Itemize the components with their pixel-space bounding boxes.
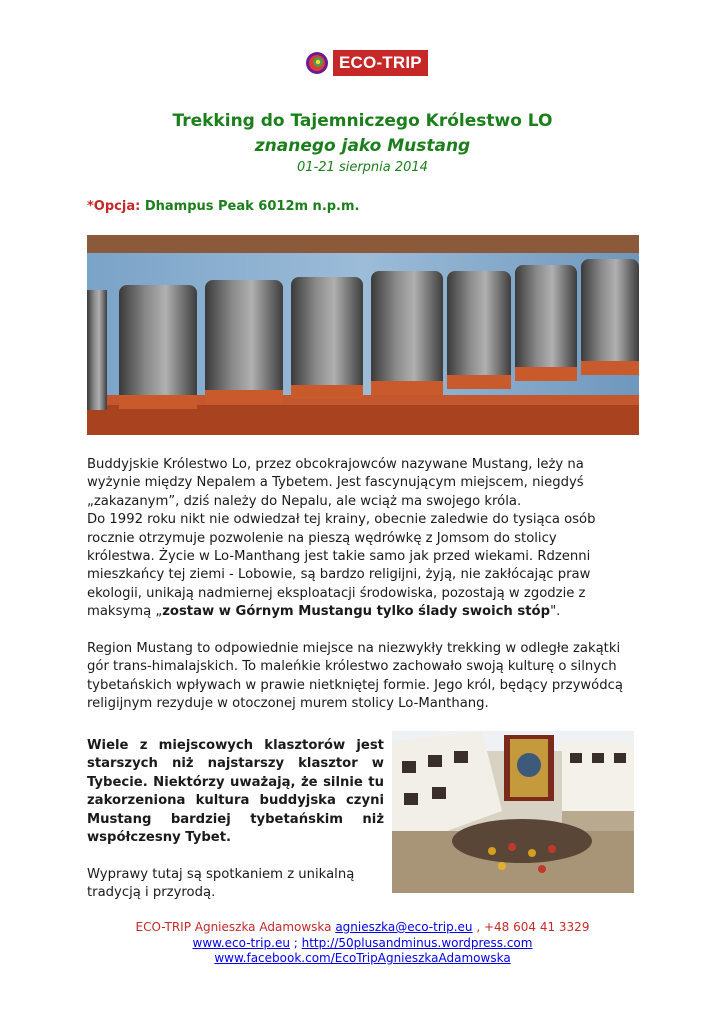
page-subtitle: znanego jako Mustang	[254, 136, 471, 156]
p1-line: mieszkańcy tej ziemi - Lobowie, są bardzo religijni, żyją, nie zakłócając praw	[87, 567, 591, 583]
eco-trip-logo	[305, 42, 435, 84]
prayer-wheels-photo	[87, 235, 639, 435]
p1-line: „zakazanym”, dziś należy do Nepalu, ale wciąż ma swojego króla.	[87, 493, 522, 509]
p1-last-prefix: maksymą „	[87, 604, 163, 620]
option-value: Dhampus Peak 6012m n.p.m.	[144, 199, 360, 214]
p2-line: religijnym rezyduje w otoczonej murem stolicy Lo-Manthang.	[87, 696, 489, 712]
page-title: Trekking do Tajemniczego Królestwo LO	[172, 111, 553, 131]
monastery-festival-photo	[392, 731, 634, 893]
intro-paragraph	[87, 456, 639, 622]
spiral-logo-icon	[305, 45, 329, 81]
p4-line: tradycją i przyrodą.	[87, 885, 216, 901]
p1-line: ekologii, unikają nadmiernej eksploatacji środowiska, pozostają w zgodzie z	[87, 585, 586, 601]
p2-line: Region Mustang to odpowiednie miejsce na niezwykły trekking w odległe zakątki	[87, 641, 621, 656]
p1-last-suffix: ".	[550, 604, 561, 620]
p1-line: Buddyjskie Królestwo Lo, przez obcokrajowców nazywane Mustang, leży na	[87, 457, 584, 472]
p1-line: królestwa. Życie w Lo-Manthang jest takie samo jak przed wiekami. Rdzenni	[87, 549, 591, 565]
p1-motto: zostaw w Górnym Mustangu tylko ślady swoich stóp	[162, 604, 551, 620]
trip-dates: 01-21 sierpnia 2014	[297, 160, 428, 175]
footer-email-link[interactable]: agnieszka@eco-trip.eu	[335, 920, 473, 934]
p4-line: Wyprawy tutaj są spotkaniem z unikalną	[87, 867, 355, 882]
closing-paragraph	[87, 866, 384, 903]
p1-line: Do 1992 roku nikt nie odwiedzał tej krainy, obecnie zaledwie do tysiąca osób	[87, 512, 596, 528]
option-label: *Opcja:	[87, 199, 141, 214]
footer-line-2	[0, 936, 725, 952]
monasteries-paragraph: Wiele z miejscowych klasztorów jest starszych niż najstarszy klasztor w Tybecie. Niektórzy uważają, że silnie tu zakorzeniona kultura buddyjska czyni Mustang bardziej tybetańskim niż współczesny Tybet.	[87, 738, 384, 846]
p2-line: gór trans-himalajskich. To maleńkie królestwo zachowało swoją kulturę o silnych	[87, 659, 617, 675]
footer-separator: ;	[289, 935, 302, 950]
logo-text: ECO-TRIP	[333, 50, 428, 76]
footer-line-1	[0, 920, 725, 936]
p2-line: tybetańskich wpływach w prawie nietkniętej formie. Jego król, będący przywódcą	[87, 677, 623, 693]
option-line	[87, 199, 359, 214]
region-paragraph	[87, 640, 639, 714]
p1-line: rocznie otrzymuje pozwolenie na pieszą wędrówkę z Jomsom do stolicy	[87, 530, 557, 546]
footer-line-3	[0, 951, 725, 967]
footer-contact	[0, 920, 725, 967]
footer-name: ECO-TRIP Agnieszka Adamowska	[135, 920, 336, 934]
footer-facebook-link[interactable]: www.facebook.com/EcoTripAgnieszkaAdamowska	[214, 951, 511, 965]
footer-phone: , +48 604 41 3329	[472, 920, 590, 934]
footer-site-link[interactable]: www.eco-trip.eu	[192, 935, 290, 950]
footer-blog-link[interactable]: http://50plusandminus.wordpress.com	[301, 935, 533, 950]
p1-line: wyżynie między Nepalem a Tybetem. Jest fascynującym miejscem, niegdyś	[87, 475, 584, 491]
